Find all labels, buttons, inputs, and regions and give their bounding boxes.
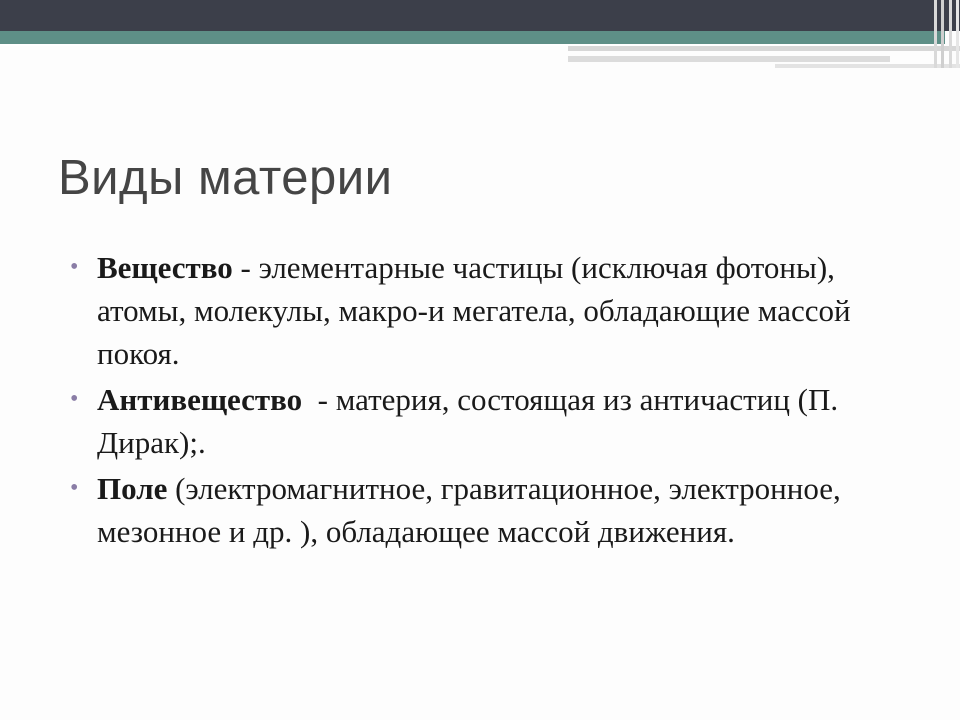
item-description: (электромагнитное, гравитационное, электронное, мезонное и др. ), обладающее массой движения. [97, 471, 841, 549]
slide-title: Виды материи [58, 151, 393, 205]
header-gray-strip [568, 46, 960, 51]
teal-header-bar [0, 31, 945, 45]
bullet-icon: • [70, 475, 79, 501]
header-vertical-stripe [934, 0, 937, 68]
item-description: - элементарные частицы (исключая фотоны), атомы, молекулы, макро-и мегатела, обладающие массой покоя. [97, 250, 851, 371]
bullet-list [70, 246, 930, 556]
header-vertical-stripe [949, 0, 952, 68]
list-item [70, 378, 930, 464]
item-term: Вещество [97, 250, 233, 285]
header-gray-strip-2 [568, 56, 890, 62]
bullet-icon: • [70, 254, 79, 280]
item-term: Антивещество [97, 382, 303, 417]
header-gray-strip-3 [775, 64, 960, 68]
item-term: Поле [97, 471, 168, 506]
dark-header-bar [0, 0, 960, 31]
list-item [70, 467, 930, 553]
header-vertical-stripe [956, 0, 959, 68]
header-vertical-stripe [941, 0, 944, 68]
list-item [70, 246, 930, 375]
item-description: - материя, состоящая из античастиц (П. Дирак);. [97, 382, 846, 460]
bullet-icon: • [70, 386, 79, 412]
slide-header-decoration [0, 0, 960, 70]
